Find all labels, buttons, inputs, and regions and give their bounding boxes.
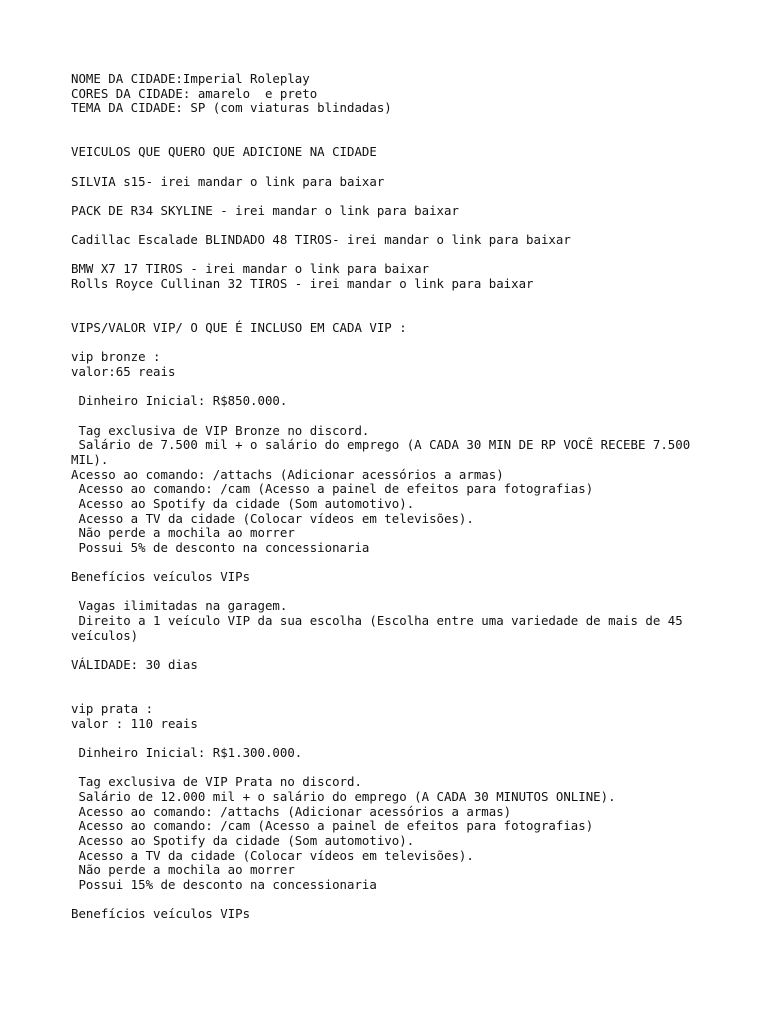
doc-line <box>71 380 711 395</box>
doc-line: vip prata : <box>71 700 154 716</box>
doc-line: Cadillac Escalade BLINDADO 48 TIROS- irei mandar o link para baixar <box>71 232 571 248</box>
doc-line: VIPS/VALOR VIP/ O QUE É INCLUSO EM CADA VIP : <box>71 320 407 336</box>
doc-line: SILVIA s15- irei mandar o link para baixar <box>71 173 385 189</box>
doc-line: Tag exclusiva de VIP Bronze no discord. <box>71 422 370 438</box>
doc-line <box>71 131 711 146</box>
doc-line: Tag exclusiva de VIP Prata no discord. <box>71 774 362 790</box>
doc-line <box>71 248 711 263</box>
doc-line: Benefícios veículos VIPs <box>71 906 251 922</box>
doc-line: NOME DA CIDADE:Imperial Roleplay <box>71 71 310 86</box>
doc-line <box>71 673 711 688</box>
doc-line <box>71 189 711 204</box>
doc-line <box>71 585 711 600</box>
doc-line: PACK DE R34 SKYLINE - irei mandar o link para baixar <box>71 202 459 218</box>
doc-line: vip bronze : <box>71 349 161 365</box>
doc-line: Acesso a TV da cidade (Colocar vídeos em televisões). <box>71 847 474 863</box>
doc-line: TEMA DA CIDADE: SP (com viaturas blindadas) <box>71 100 392 116</box>
doc-line: Direito a 1 veículo VIP da sua escolha (Escolha entre uma variedade de mais de 45 <box>71 613 683 629</box>
doc-line: Possui 5% de desconto na concessionaria <box>71 539 370 555</box>
doc-line: VEICULOS QUE QUERO QUE ADICIONE NA CIDADE <box>71 144 377 160</box>
doc-line <box>71 116 711 131</box>
doc-line: Acesso ao Spotify da cidade (Som automotivo). <box>71 832 415 848</box>
doc-line: Não perde a mochila ao morrer <box>71 525 295 541</box>
doc-line: Acesso a TV da cidade (Colocar vídeos em televisões). <box>71 510 474 526</box>
doc-line <box>71 160 711 175</box>
doc-line: veículos) <box>71 627 139 643</box>
doc-line <box>71 761 711 776</box>
doc-line: VÁLIDADE: 30 dias <box>71 657 198 673</box>
doc-line: Acesso ao comando: /attachs (Adicionar acessórios a armas) <box>71 466 504 482</box>
doc-line: Salário de 12.000 mil + o salário do emprego (A CADA 30 MINUTOS ONLINE). <box>71 788 616 804</box>
doc-line: Acesso ao comando: /attachs (Adicionar acessórios a armas) <box>71 803 512 819</box>
doc-line: Salário de 7.500 mil + o salário do emprego (A CADA 30 MIN DE RP VOCÊ RECEBE 7.500 <box>71 437 691 453</box>
doc-line: Vagas ilimitadas na garagem. <box>71 598 288 614</box>
doc-line <box>71 292 711 307</box>
doc-line <box>71 306 711 321</box>
doc-line: Acesso ao Spotify da cidade (Som automotivo). <box>71 495 415 511</box>
doc-line: BMW X7 17 TIROS - irei mandar o link para baixar <box>71 261 430 277</box>
doc-line <box>71 643 711 658</box>
doc-line: Acesso ao comando: /cam (Acesso a painel de efeitos para fotografias) <box>71 818 594 834</box>
doc-line: Dinheiro Inicial: R$850.000. <box>71 393 288 409</box>
doc-line: MIL). <box>71 451 109 467</box>
doc-line <box>71 336 711 351</box>
doc-line <box>71 409 711 424</box>
doc-line <box>71 687 711 702</box>
doc-line: Acesso ao comando: /cam (Acesso a painel de efeitos para fotografias) <box>71 481 594 497</box>
doc-line: Não perde a mochila ao morrer <box>71 862 295 878</box>
doc-line <box>71 892 711 907</box>
doc-line <box>71 219 711 234</box>
doc-line: CORES DA CIDADE: amarelo e preto <box>71 85 318 101</box>
doc-line: valor:65 reais <box>71 363 176 379</box>
doc-line: Benefícios veículos VIPs <box>71 569 251 585</box>
doc-line <box>71 731 711 746</box>
doc-line <box>71 555 711 570</box>
document-page <box>71 72 711 922</box>
doc-line: valor : 110 reais <box>71 715 198 731</box>
doc-line: Possui 15% de desconto na concessionaria <box>71 876 377 892</box>
doc-line: Rolls Royce Cullinan 32 TIROS - irei mandar o link para baixar <box>71 276 534 292</box>
doc-line: Dinheiro Inicial: R$1.300.000. <box>71 744 303 760</box>
